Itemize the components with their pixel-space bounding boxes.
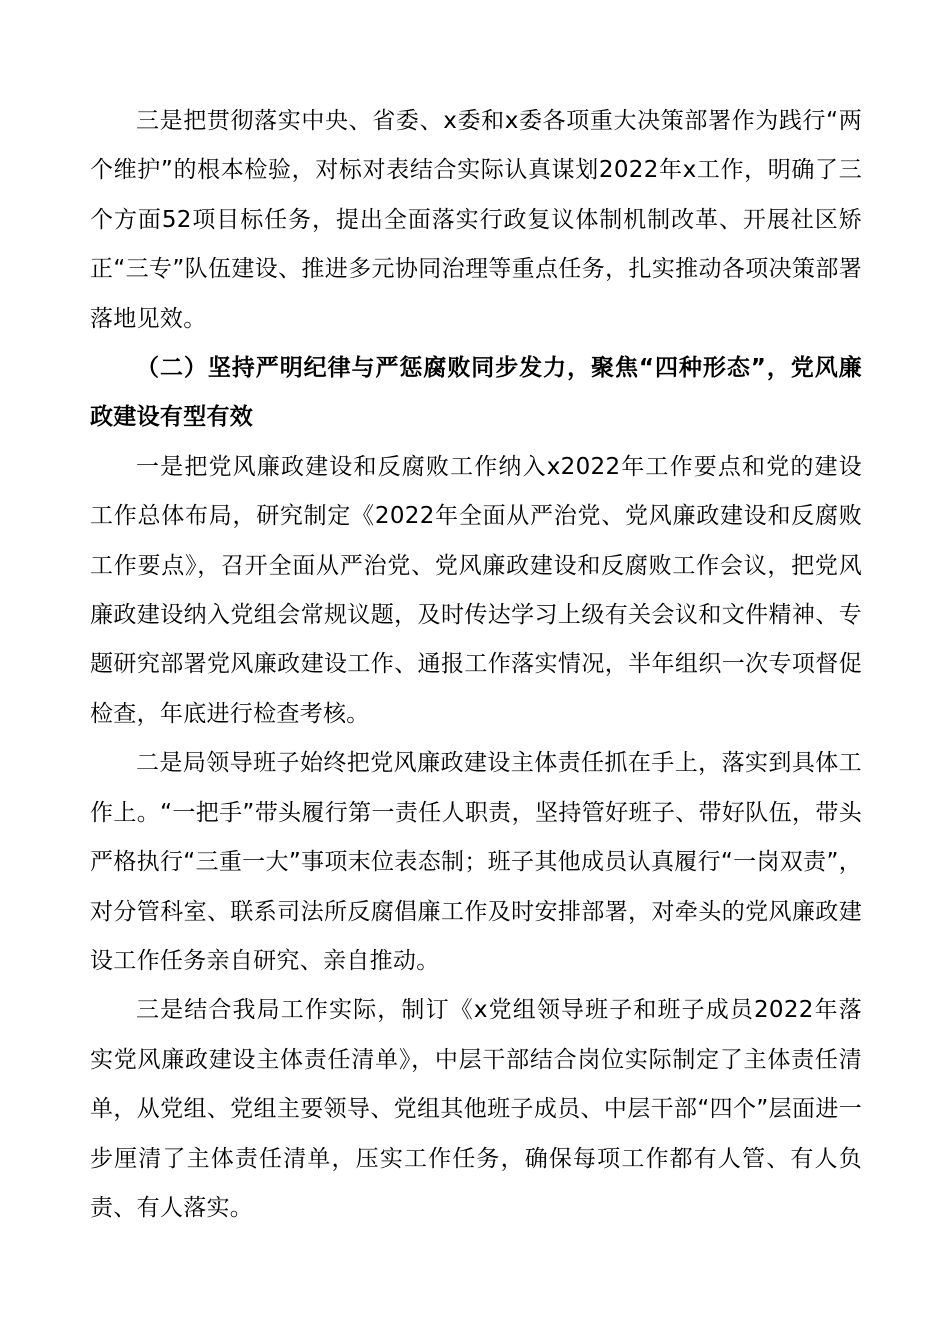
paragraph-point-one-anticorruption: 一是把党风廉政建设和反腐败工作纳入x2022年工作要点和党的建设工作总体布局，研究制定《2022年全面从严治党、党风廉政建设和反腐败工作要点》，召开全面从严治党、党风廉政建设和反腐败工作会议，把党风廉政建设纳入党组会常规议题，及时传达学习上级有关会议和文件精神、专题研究部署党风廉政建设工作、通报工作落实情况，半年组织一次专项督促检查，年底进行检查考核。 xyxy=(90,453,862,727)
paragraph-point-three-decisions: 三是把贯彻落实中央、省委、x委和x委各项重大决策部署作为践行“两个维护”的根本检验，对标对表结合实际认真谋划2022年x工作，明确了三个方面52项目标任务，提出全面落实行政复议体制机制改革、开展社区矫正“三专”队伍建设、推进多元协同治理等重点任务，扎实推动各项决策部署落地见效。 xyxy=(90,108,862,332)
document-page xyxy=(90,97,862,1233)
paragraph-point-two-leadership: 二是局领导班子始终把党风廉政建设主体责任抓在手上，落实到具体工作上。“一把手”带头履行第一责任人职责，坚持管好班子、带好队伍，带头严格执行“三重一大”事项末位表态制；班子其他成员认真履行“一岗双责”，对分管科室、联系司法所反腐倡廉工作及时安排部署，对牵头的党风廉政建设工作任务亲自研究、亲自推动。 xyxy=(90,750,862,974)
section-heading-two: （二）坚持严明纪律与严惩腐败同步发力，聚焦“四种形态”，党风廉政建设有型有效 xyxy=(90,355,862,431)
paragraph-point-three-responsibility: 三是结合我局工作实际，制订《x党组领导班子和班子成员2022年落实党风廉政建设主体责任清单》，中层干部结合岗位实际制定了主体责任清单，从党组、党组主要领导、党组其他班子成员、中层干部“四个”层面进一步厘清了主体责任清单，压实工作任务，确保每项工作都有人管、有人负责、有人落实。 xyxy=(90,997,862,1221)
